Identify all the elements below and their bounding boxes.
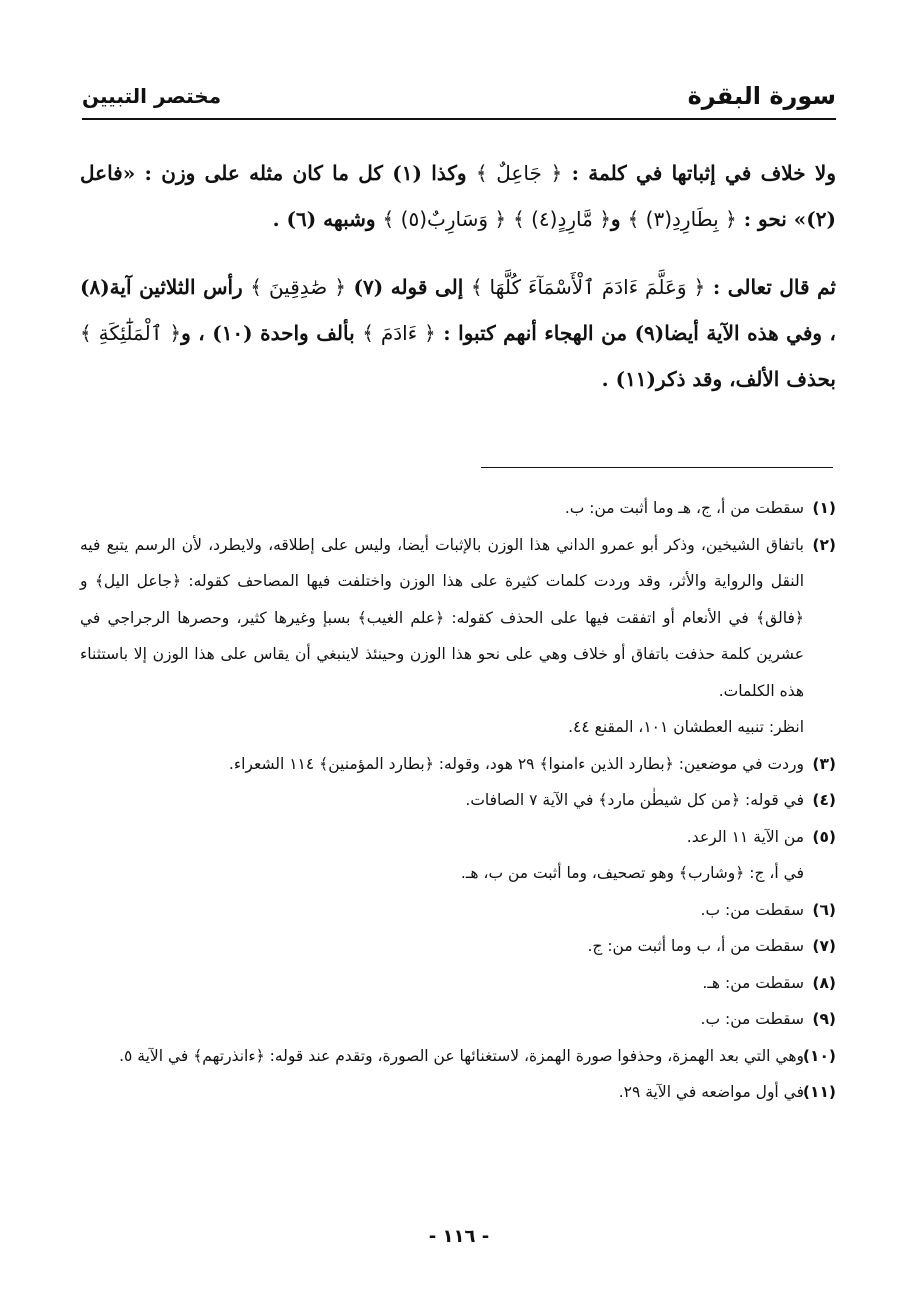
page-number: - ١١٦ - [428,1226,490,1247]
footnote [80,819,836,856]
footnote-text: باتفاق الشيخين، وذكر أبو عمرو الداني هذا الوزن بالإثبات أيضا، وليس على إطلاقه، ولايطرد، لأن الرسم يتبع فيه النقل والرواية والأثر، وقد وردت كلمات كثيرة على هذا الوزن واختلفت فيها المصاحف كقوله: ﴿جاعل اليل﴾ و ﴿فالق﴾ في الأنعام أو اتفقت فيها على الحذف كقوله: ﴿علم الغيب﴾ بسبإ وغيرها كثير، وحصرها الرجراجي في عشرين كلمة حذفت باتفاق أو خلاف وهي على نحو هذا الوزن وحينئذ لاينبغي أن يقاس على هذا الوزن إلا باستثناء هذه الكلمات. [80,535,804,700]
footnote-text: وهي التي بعد الهمزة، وحذفوا صورة الهمزة، لاستغنائها عن الصورة، وتقدم عند قوله: ﴿ءانذرتهم﴾ في الآية ٥. [119,1046,804,1065]
footnote-text: سقطت من: هـ. [702,973,804,992]
quran-word: ﴿ ءَادَمَ ﴾ [362,321,436,345]
book-title: مختصر التبيين [82,84,222,108]
footnote [80,1074,836,1111]
footnote-number: (٢) [812,535,836,554]
footnote-text: في قوله: ﴿من كل شيطٰن مارد﴾ في الآية ٧ الصافات. [465,791,804,809]
footnote-text: انظر: تنبيه العطشان ١٠١، المقنع ٤٤. [568,718,804,736]
footnote [80,928,836,965]
footnote-text: سقطت من أ، ب وما أثبت من: ج. [587,937,804,955]
footnote-text: سقطت من: ب. [700,900,804,919]
footnote-number: (١) [812,499,836,517]
quran-word: ﴿ بِطَارِدِ(٣) ﴾ [627,207,737,231]
footnote-continuation [80,709,836,746]
footnote-number: (٥) [812,827,836,846]
footnote-number: (٨) [812,973,836,992]
footnote [80,892,836,929]
footnote-text: في أول مواضعه في الآية ٢٩. [618,1083,804,1101]
text-run: بألف واحدة (١٠) ، و [181,321,355,345]
footnote-text: من الآية ١١ الرعد. [686,827,804,846]
footnote-number: (١١) [802,1083,836,1101]
footnote-number: (٤) [812,791,836,809]
quran-word: ﴿ جَاعِلٌ ﴾ [475,161,563,185]
text-run: و [610,207,621,231]
footnote-number: (٣) [812,754,836,773]
footnote-number: (١٠) [802,1046,836,1065]
footnote [80,746,836,783]
footnote [80,490,836,527]
text-run: ولا خلاف في إثباتها في كلمة : [571,161,836,185]
footnote-text: وردت في موضعين: ﴿بطارد الذين ءامنوا﴾ ٢٩ هود، وقوله: ﴿بطارد المؤمنين﴾ ١١٤ الشعراء. [228,754,804,773]
text-run: بحذف الألف، وقد ذكر(١١) . [601,367,836,391]
footnote [80,1038,836,1075]
quran-word: ﴿ ٱلْمَلَٰٓئِكَةِ ﴾ [80,321,182,345]
footnote-text: سقطت من: ب. [700,1010,804,1028]
footnote-number: (٩) [812,1010,836,1028]
quran-verse: ﴿ وَعَلَّمَ ءَادَمَ ٱلْأَسْمَآءَ كُلَّهَا ﴾ [470,275,706,299]
quran-word: ﴿ مَّارِدٍ(٤) ﴾ [513,207,611,231]
quran-word: ﴿ وَسَارِبٌ(٥) ﴾ [382,207,507,231]
text-run: وشبهه (٦) . [272,207,376,231]
footnote [80,527,836,710]
footnote [80,1001,836,1038]
footnote [80,782,836,819]
text-run: رأس الثلاثين آية(٨) ، وفي هذه الآية أيضا(٩) من الهجاء أنهم كتبوا : [80,275,837,345]
footnote-number: (٦) [812,900,836,919]
paragraph-2 [80,264,836,402]
footnote-number: (٧) [812,937,836,955]
main-text [80,150,836,402]
running-header [82,72,836,120]
surah-title: سورة البقرة [687,82,836,110]
text-run: ثم قال تعالى : [712,275,836,299]
footnote-continuation [80,855,836,892]
quran-word: ﴿ صَٰدِقِينَ ﴾ [250,275,346,299]
footnote-text: في أ، ج: ﴿وشارب﴾ وهو تصحيف، وما أثبت من ب، هـ. [460,864,804,882]
text-run: إلى قوله (٧) [353,275,464,299]
footnote-separator [481,467,833,468]
footnote-text: سقطت من أ، ج، هـ وما أثبت من: ب. [564,499,804,517]
footnotes [80,490,836,1111]
text-run: وكذا (١) كل ما كان مثله على وزن : «فاعل (٢)» نحو : [80,161,836,231]
footnote [80,965,836,1002]
paragraph-1 [80,150,836,242]
